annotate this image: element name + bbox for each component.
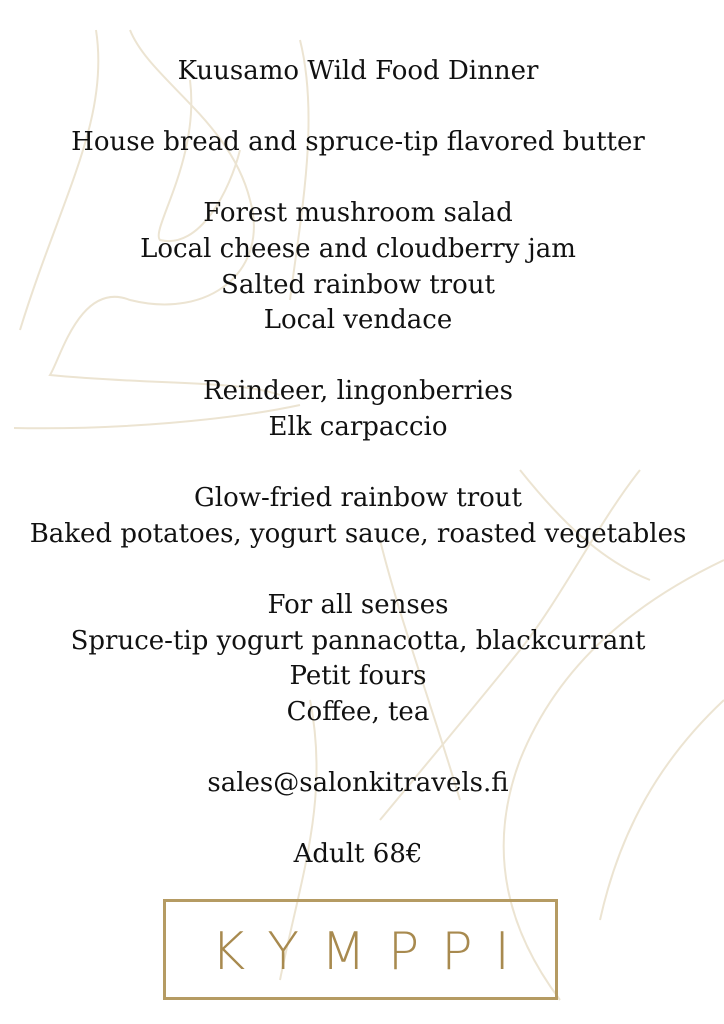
menu-item: Baked potatoes, yogurt sauce, roasted vegetables (29, 518, 687, 549)
menu-item: Local vendace (263, 305, 453, 336)
menu-item: Petit fours (289, 661, 427, 692)
menu-text (0, 54, 716, 873)
menu-item: Elk carpaccio (268, 411, 448, 442)
price-label: Adult 68€ (293, 839, 423, 870)
logo-text: KYMPPI (211, 921, 532, 982)
menu-item: Coffee, tea (286, 696, 430, 727)
menu-item: Local cheese and cloudberry jam (140, 233, 576, 264)
menu-starter: House bread and spruce-tip flavored butter (71, 127, 645, 158)
menu-item: Spruce-tip yogurt pannacotta, blackcurrant (70, 625, 646, 656)
menu-item: Glow-fried rainbow trout (194, 483, 522, 514)
menu-item: Forest mushroom salad (203, 198, 513, 229)
menu-title: Kuusamo Wild Food Dinner (177, 56, 539, 86)
menu-item: Reindeer, lingonberries (203, 376, 513, 407)
contact-email: sales@salonkitravels.fi (207, 767, 509, 798)
menu-item: Salted rainbow trout (221, 269, 495, 300)
menu-item: For all senses (267, 589, 449, 620)
kymppi-logo (163, 899, 558, 1000)
